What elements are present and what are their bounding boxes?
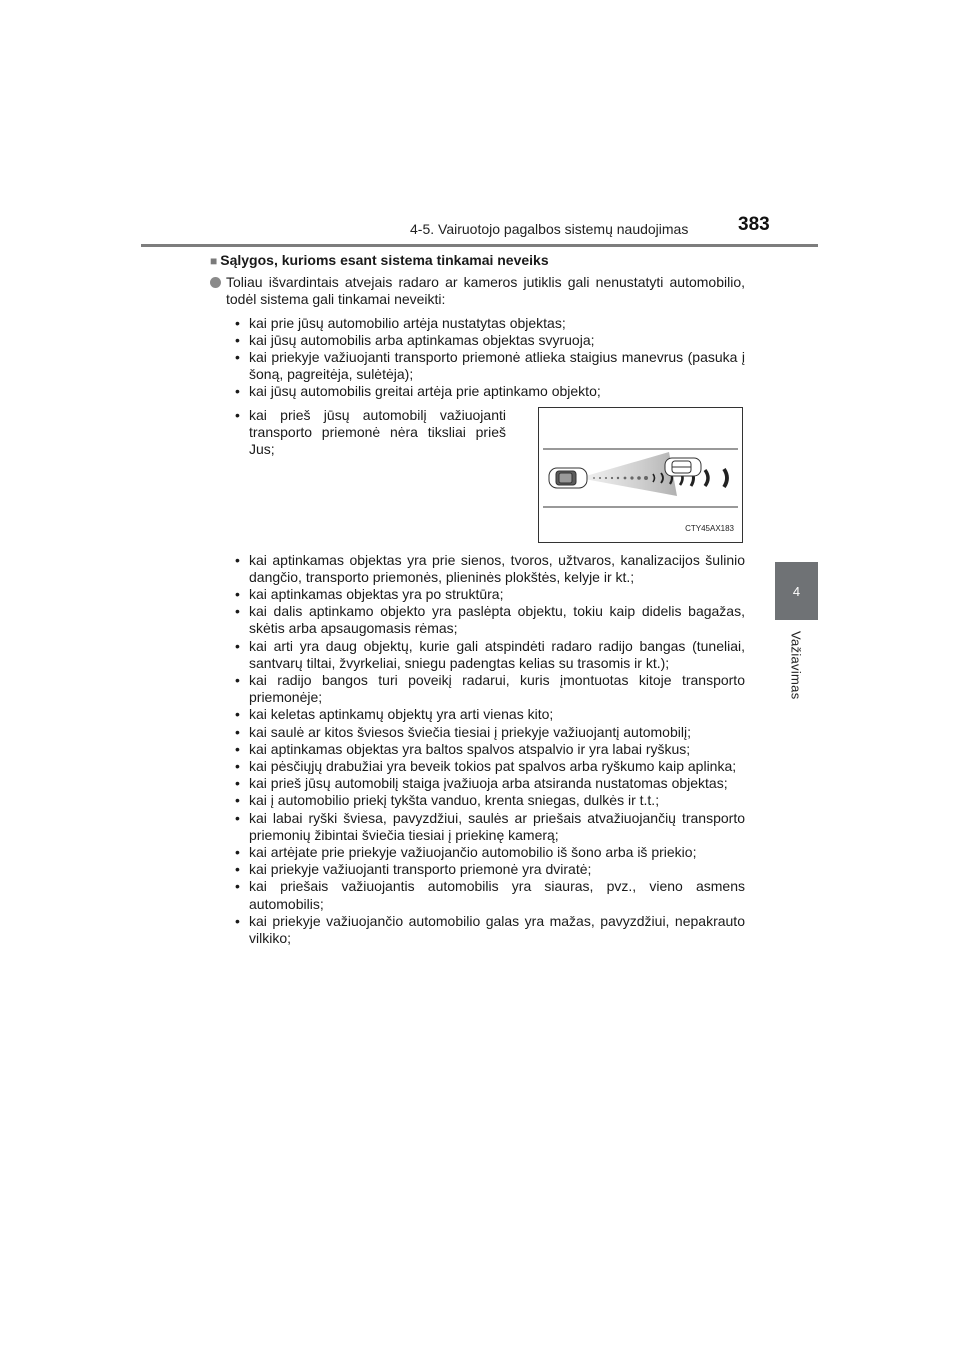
running-header-title: 4-5. Vairuotojo pagalbos sistemų naudojimas — [410, 221, 689, 237]
conditions-list-figure — [210, 407, 506, 459]
list-item: • kai arti yra daug objektų, kurie gali atspindėti radaro radijo bangas (tuneliai, santvarų tiltai, žvyrkeliai, sniegu padengtas kelias su trasomis ir kt.); — [235, 638, 745, 672]
own-car — [549, 468, 587, 488]
circle-bullet-icon — [210, 277, 221, 288]
intro-text: Toliau išvardintais atvejais radaro ar kameros jutiklis gali nenustatyti automobilio, todėl sistema gali tinkamai neveikti: — [226, 274, 745, 308]
conditions-list-bottom — [210, 552, 745, 948]
chapter-label: Važiavimas — [788, 630, 804, 700]
figure-row — [210, 407, 745, 543]
list-item: • kai dalis aptinkamo objekto yra paslėpta objektu, tokiu kaip didelis bagažas, skėtis arba apsaugomasis rėmas; — [235, 603, 745, 637]
list-item: • kai priešais važiuojantis automobilis yra siauras, pvz., vieno asmens automobilis; — [235, 878, 745, 912]
list-item: • kai aptinkamas objektas yra prie sienos, tvoros, užtvaros, kanalizacijos šulinio dangčio, transporto priemonės, plieninės plokštės, kelyje ir kt.; — [235, 552, 745, 586]
intro-paragraph — [210, 274, 745, 308]
list-item: • kai priekyje važiuojanti transporto priemonė yra dviratė; — [235, 861, 745, 878]
list-item: • kai aptinkamas objektas yra baltos spalvos atspalvio ir yra labai ryškus; — [235, 741, 745, 758]
list-item: • kai priekyje važiuojančio automobilio galas yra mažas, pavyzdžiui, nepakrauto vilkiko; — [235, 913, 745, 947]
list-item: • kai artėjate prie priekyje važiuojančio automobilio iš šono arba iš priekio; — [235, 844, 745, 861]
figure-code: CTY45AX183 — [685, 524, 734, 534]
list-item: • kai pėsčiųjų drabužiai yra beveik tokios pat spalvos arba ryškumo kaip aplinka; — [235, 758, 745, 775]
list-item: • kai prieš jūsų automobilį staiga įvažiuoja arba atsiranda nustatomas objektas; — [235, 775, 745, 792]
conditions-list-top — [210, 315, 745, 401]
list-item: • kai labai ryški šviesa, pavyzdžiui, saulės ar priešais atvažiuojančių transporto priemonių žibintai šviečia tiesiai į priekinę kamerą; — [235, 810, 745, 844]
list-item: • kai jūsų automobilis arba aptinkamas objektas svyruoja; — [235, 332, 745, 349]
section-heading-text: Sąlygos, kurioms esant sistema tinkamai neveiks — [220, 252, 549, 268]
section-content — [210, 252, 745, 947]
preceding-car — [665, 458, 701, 476]
list-item: • kai radijo bangos turi poveikį radarui, kuris įmontuotas kitoje transporto priemonėje; — [235, 672, 745, 706]
list-item: • kai į automobilio priekį tykšta vanduo, krenta sniegas, dulkės ir t.t.; — [235, 792, 745, 809]
chapter-number: 4 — [792, 583, 801, 599]
radar-offset-illustration — [538, 407, 743, 543]
list-item: • kai saulė ar kitos šviesos šviečia tiesiai į priekyje važiuojantį automobilį; — [235, 724, 745, 741]
list-item: • kai prie jūsų automobilio artėja nustatytas objektas; — [235, 315, 745, 332]
square-bullet-icon: ■ — [210, 254, 218, 268]
list-item: • kai keletas aptinkamų objektų yra arti vienas kito; — [235, 706, 745, 723]
header-divider — [141, 244, 818, 247]
section-heading — [210, 252, 745, 270]
chapter-tab — [775, 562, 818, 620]
list-item: • kai jūsų automobilis greitai artėja prie aptinkamo objekto; — [235, 383, 745, 400]
list-item: • kai priekyje važiuojanti transporto priemonė atlieka staigius manevrus (pasuka į šoną, pagreitėja, sulėtėja); — [235, 349, 745, 383]
list-item: • kai aptinkamas objektas yra po struktūra; — [235, 586, 745, 603]
list-item: • kai prieš jūsų automobilį važiuojanti transporto priemonė nėra tiksliai prieš Jus; — [235, 407, 506, 459]
page-number: 383 — [738, 214, 770, 235]
